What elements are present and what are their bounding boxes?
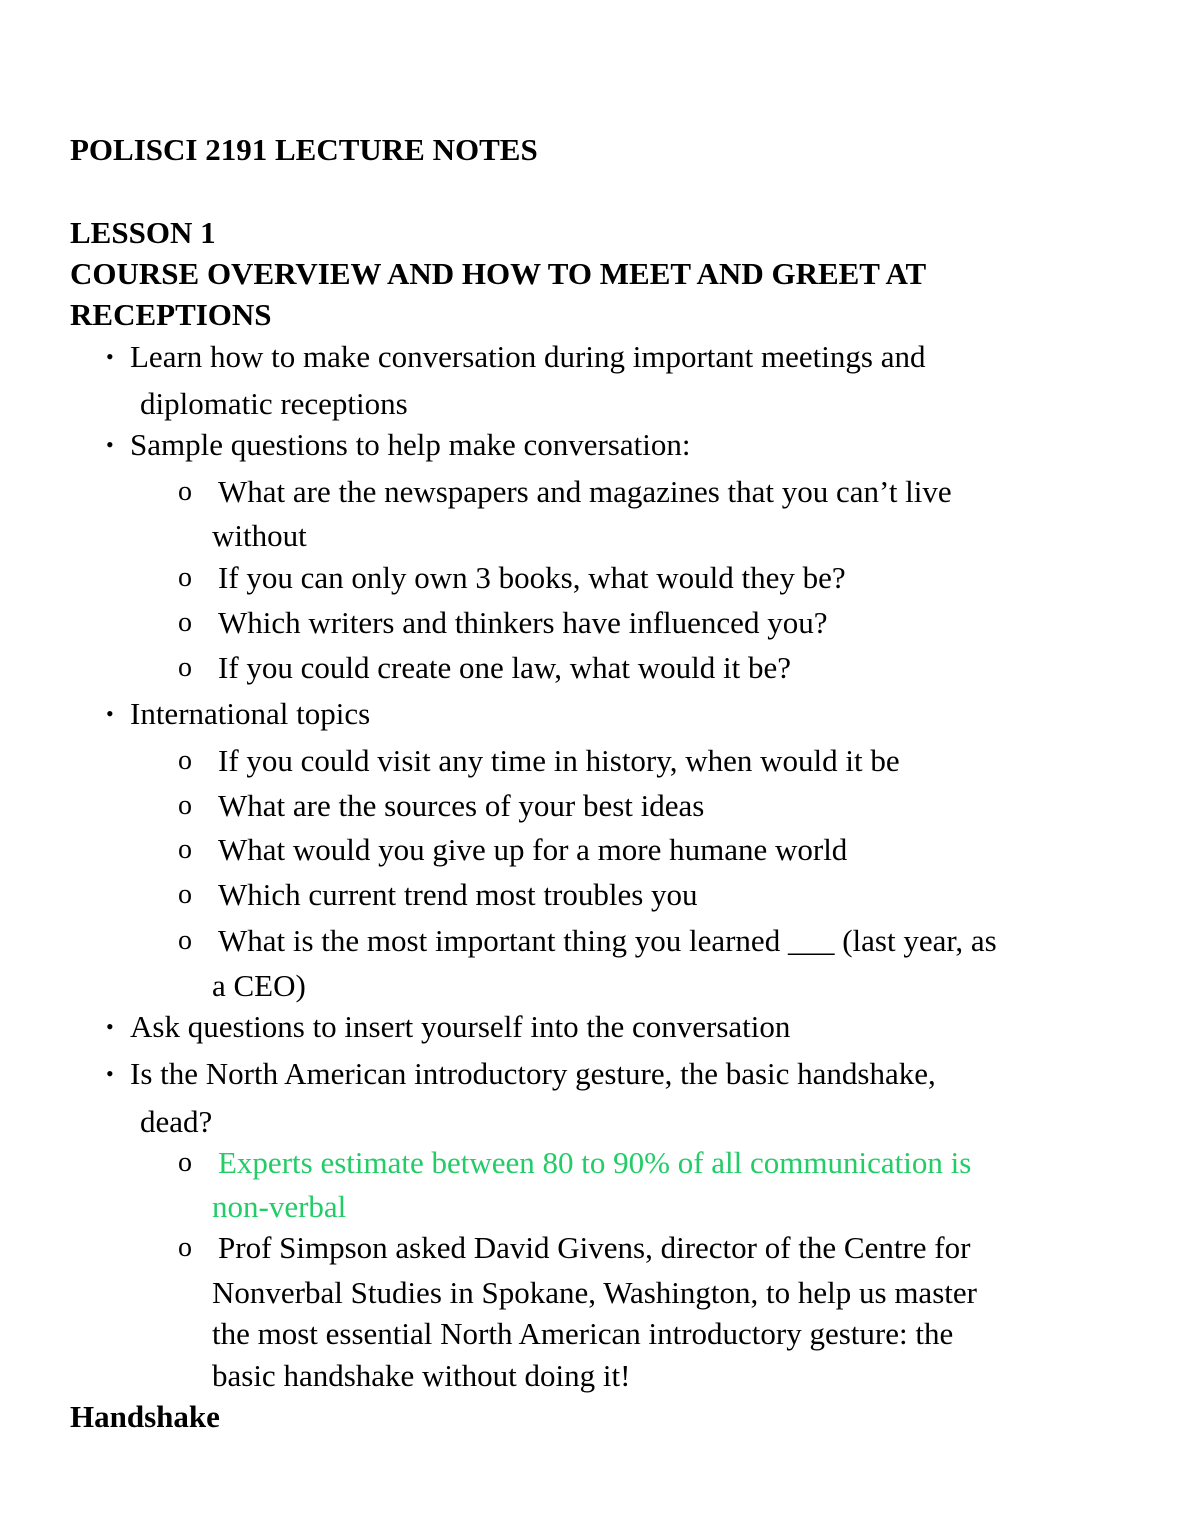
bullet-3: International topics [130, 696, 371, 731]
bullet-4: Ask questions to insert yourself into the conversation [130, 1009, 791, 1044]
bullet-2-sub-1-line2: without [212, 518, 307, 553]
bullet-1-line2: diplomatic receptions [140, 386, 408, 421]
bullet-5-sub-1-line1: Experts estimate between 80 to 90% of all communication is [218, 1145, 972, 1180]
bullet-2-sub-4: If you could create one law, what would it be? [218, 650, 792, 685]
bullet-marker: • [106, 1061, 114, 1086]
bullet-3-sub-5-line1: What is the most important thing you learned ___ (last year, as [218, 923, 997, 958]
bullet-2-sub-3: Which writers and thinkers have influenced you? [218, 605, 828, 640]
sub-bullet-marker: o [178, 790, 192, 821]
bullet-3-sub-2: What are the sources of your best ideas [218, 788, 705, 823]
sub-bullet-marker: o [178, 925, 192, 956]
bullet-5-sub-2-line3: the most essential North American introductory gesture: the [212, 1316, 954, 1351]
bullet-3-sub-5-line2: a CEO) [212, 968, 306, 1003]
bullet-2-sub-2: If you can only own 3 books, what would they be? [218, 560, 846, 595]
bullet-3-sub-3: What would you give up for a more humane world [218, 832, 848, 867]
bullet-5-sub-2-line4: basic handshake without doing it! [212, 1358, 631, 1393]
bullet-5-sub-2-line2: Nonverbal Studies in Spokane, Washington, to help us master [212, 1275, 977, 1310]
bullet-2-sub-1-line1: What are the newspapers and magazines that you can’t live [218, 474, 952, 509]
bullet-marker: • [106, 432, 114, 457]
sub-bullet-marker: o [178, 562, 192, 593]
sub-bullet-marker: o [178, 879, 192, 910]
bullet-5-sub-2-line1: Prof Simpson asked David Givens, director of the Centre for [218, 1230, 971, 1265]
bullet-1-line1: Learn how to make conversation during important meetings and [130, 339, 926, 374]
bullet-5-line1: Is the North American introductory gesture, the basic handshake, [130, 1056, 936, 1091]
sub-bullet-marker: o [178, 1232, 192, 1263]
bullet-3-sub-4: Which current trend most troubles you [218, 877, 698, 912]
sub-bullet-marker: o [178, 476, 192, 507]
bullet-marker: • [106, 1014, 114, 1039]
document-title: POLISCI 2191 LECTURE NOTES [70, 132, 538, 167]
sub-bullet-marker: o [178, 745, 192, 776]
lesson-heading-line1: COURSE OVERVIEW AND HOW TO MEET AND GREET AT [70, 256, 927, 291]
bullet-5-line2: dead? [140, 1104, 213, 1139]
lesson-label: LESSON 1 [70, 215, 216, 250]
bullet-5-sub-1-line2: non-verbal [212, 1189, 347, 1224]
sub-bullet-marker: o [178, 1147, 192, 1178]
sub-bullet-marker: o [178, 834, 192, 865]
sub-bullet-marker: o [178, 652, 192, 683]
bullet-marker: • [106, 701, 114, 726]
section-heading: Handshake [70, 1399, 220, 1434]
bullet-2: Sample questions to help make conversation: [130, 427, 691, 462]
bullet-marker: • [106, 344, 114, 369]
bullet-3-sub-1: If you could visit any time in history, when would it be [218, 743, 900, 778]
sub-bullet-marker: o [178, 607, 192, 638]
lesson-heading-line2: RECEPTIONS [70, 297, 272, 332]
